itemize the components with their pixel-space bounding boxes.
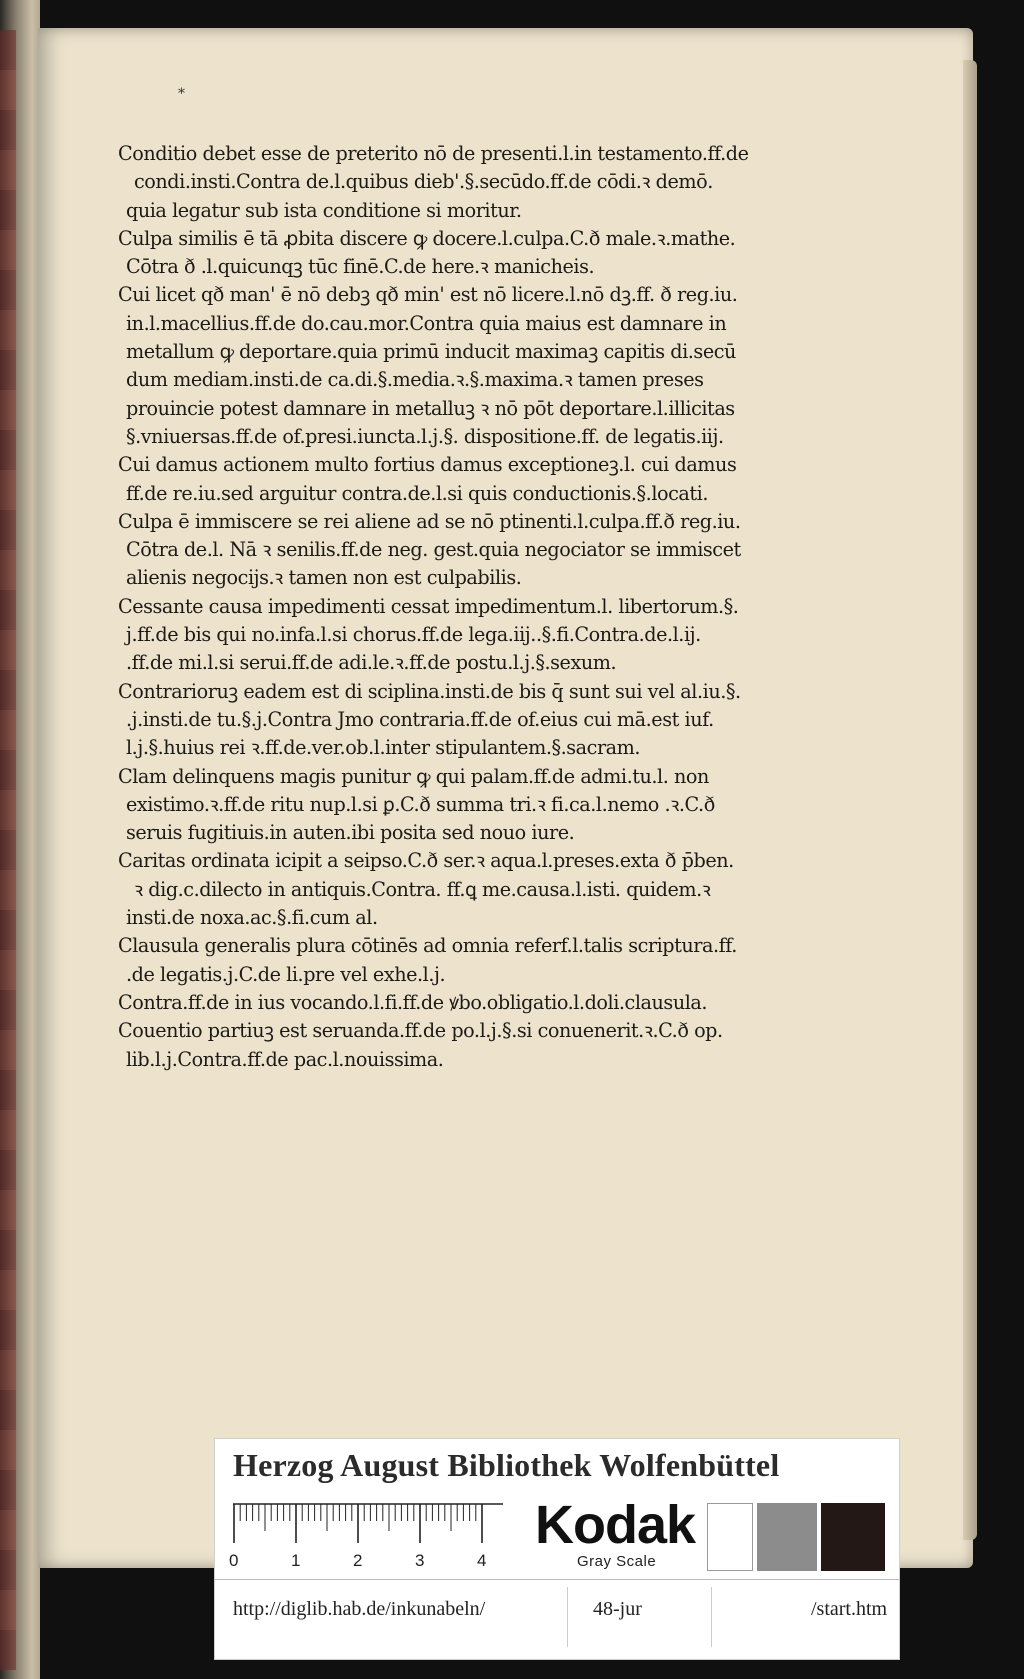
ruler-number: 3 — [415, 1551, 425, 1570]
text-line: lib.l.j.Contra.ff.de pac.l.nouissima. — [126, 1047, 444, 1071]
ruler-number: 4 — [477, 1551, 487, 1570]
text-line: condi.insti.Contra de.l.quibus dieb'.§.secūdo.ff.de cōdi.ꝛ demō. — [134, 170, 713, 194]
text-line: Contra.ff.de in ius vocando.l.fi.ff.de ꝟbo.obligatio.l.doli.clausula. — [118, 990, 708, 1014]
text-line: Culpa similis ē tā ꝓbita discere ꝙ docere.l.culpa.C.ð male.ꝛ.mathe. — [118, 226, 736, 250]
text-line: prouincie potest damnare in metalluꝫ ꝛ nō pōt deportare.l.illicitas — [126, 396, 735, 420]
text-line: Clam delinquens magis punitur ꝙ qui palam.ff.de admi.tu.l. non — [118, 764, 709, 788]
page-marker: * — [178, 86, 185, 102]
text-line: .de legatis.j.C.de li.pre vel exhe.l.j. — [126, 962, 446, 986]
text-line: Cessante causa impedimenti cessat impedimentum.l. libertorum.§. — [118, 594, 739, 618]
text-line: metallum ꝙ deportare.quia primū inducit maximaꝫ capitis di.secū — [126, 340, 736, 364]
text-line: l.j.§.huius rei ꝛ.ff.de.ver.ob.l.inter stipulantem.§.sacram. — [126, 736, 641, 760]
gray-swatch-dark — [821, 1503, 885, 1571]
book-spine — [0, 30, 16, 1670]
page-right-edge — [963, 60, 977, 1540]
ruler-number: 1 — [291, 1551, 301, 1570]
ruler-number: 2 — [353, 1551, 363, 1570]
archive-label — [214, 1438, 900, 1660]
text-line: Cui damus actionem multo fortius damus exceptioneꝫ.l. cui damus — [118, 453, 737, 477]
text-line: Culpa ē immiscere se rei aliene ad se nō ptinenti.l.culpa.ff.ð reg.iu. — [118, 509, 741, 533]
text-line: ff.de re.iu.sed arguitur contra.de.l.si quis conductionis.§.locati. — [126, 481, 708, 505]
text-line: seruis fugitiuis.in auten.ibi posita sed nouo iure. — [126, 821, 575, 845]
scale-ruler — [233, 1503, 533, 1545]
text-line: .ff.de mi.l.si serui.ff.de adi.le.ꝛ.ff.de postu.l.j.§.sexum. — [126, 651, 617, 675]
url-suffix: /start.htm — [811, 1598, 888, 1620]
text-line: .j.insti.de tu.§.j.Contra Jmo contraria.ff.de of.eius cui mā.est iuf. — [126, 707, 714, 731]
text-line: Caritas ordinata icipit a seipso.C.ð ser.ꝛ aqua.l.preses.exta ð p̄ben. — [118, 849, 734, 873]
gray-swatch-white — [707, 1503, 753, 1571]
text-line: Cui licet qð man' ē nō debꝫ qð min' est nō licere.l.nō dꝫ.ff. ð reg.iu. — [118, 283, 738, 307]
kodak-logo: Kodak — [535, 1495, 696, 1555]
label-divider — [215, 1579, 899, 1580]
library-name: Herzog August Bibliothek Wolfenbüttel — [233, 1447, 780, 1483]
ruler-numbers — [229, 1551, 509, 1573]
text-line: dum mediam.insti.de ca.di.§.media.ꝛ.§.maxima.ꝛ tamen preses — [126, 368, 704, 392]
text-line: in.l.macellius.ff.de do.cau.mor.Contra quia maius est damnare in — [126, 311, 727, 335]
gray-scale-caption: Gray Scale — [577, 1553, 657, 1570]
text-line: existimo.ꝛ.ff.de ritu nup.l.si ꝑ.C.ð summa tri.ꝛ fi.ca.l.nemo .ꝛ.C.ð — [126, 792, 715, 816]
text-line: quia legatur sub ista conditione si moritur. — [126, 198, 522, 222]
text-line: Conditio debet esse de preterito nō de presenti.l.in testamento.ff.de — [118, 142, 749, 165]
text-line: ꝛ dig.c.dilecto in antiquis.Contra. ff.ꝗ me.causa.l.isti. quidem.ꝛ — [134, 877, 711, 901]
text-line: j.ff.de bis qui no.infa.l.si chorus.ff.de lega.iij..§.fi.Contra.de.l.ij. — [126, 623, 701, 647]
label-separator — [567, 1587, 568, 1647]
ruler-number: 0 — [229, 1551, 239, 1570]
text-line: Couentio partiuꝫ est seruanda.ff.de po.l.j.§.si conuenerit.ꝛ.C.ð op. — [118, 1019, 723, 1043]
text-line: Cōtra de.l. Nā ꝛ senilis.ff.de neg. gest.quia negociator se immiscet — [126, 538, 741, 562]
text-line: Contrarioruꝫ eadem est di sciplina.insti.de bis q̄ sunt sui vel al.iu.§. — [118, 679, 741, 703]
text-line: §.vniuersas.ff.de of.presi.iuncta.l.j.§. dispositione.ff. de legatis.iij. — [126, 424, 724, 448]
library-url: http://diglib.hab.de/inkunabeln/ — [233, 1598, 486, 1620]
text-line: alienis negocijs.ꝛ tamen non est culpabilis. — [126, 566, 522, 590]
text-line: insti.de noxa.ac.§.fi.cum al. — [126, 906, 378, 930]
incunable-text — [118, 140, 778, 1074]
text-line: Clausula generalis plura cōtinēs ad omnia referf.l.talis scriptura.ff. — [118, 934, 737, 958]
gray-swatch-mid — [757, 1503, 817, 1571]
text-line: Cōtra ð .l.quicunqꝫ tūc finē.C.de here.ꝛ manicheis. — [126, 255, 595, 279]
shelfmark: 48-jur — [593, 1598, 642, 1620]
label-separator — [711, 1587, 712, 1647]
